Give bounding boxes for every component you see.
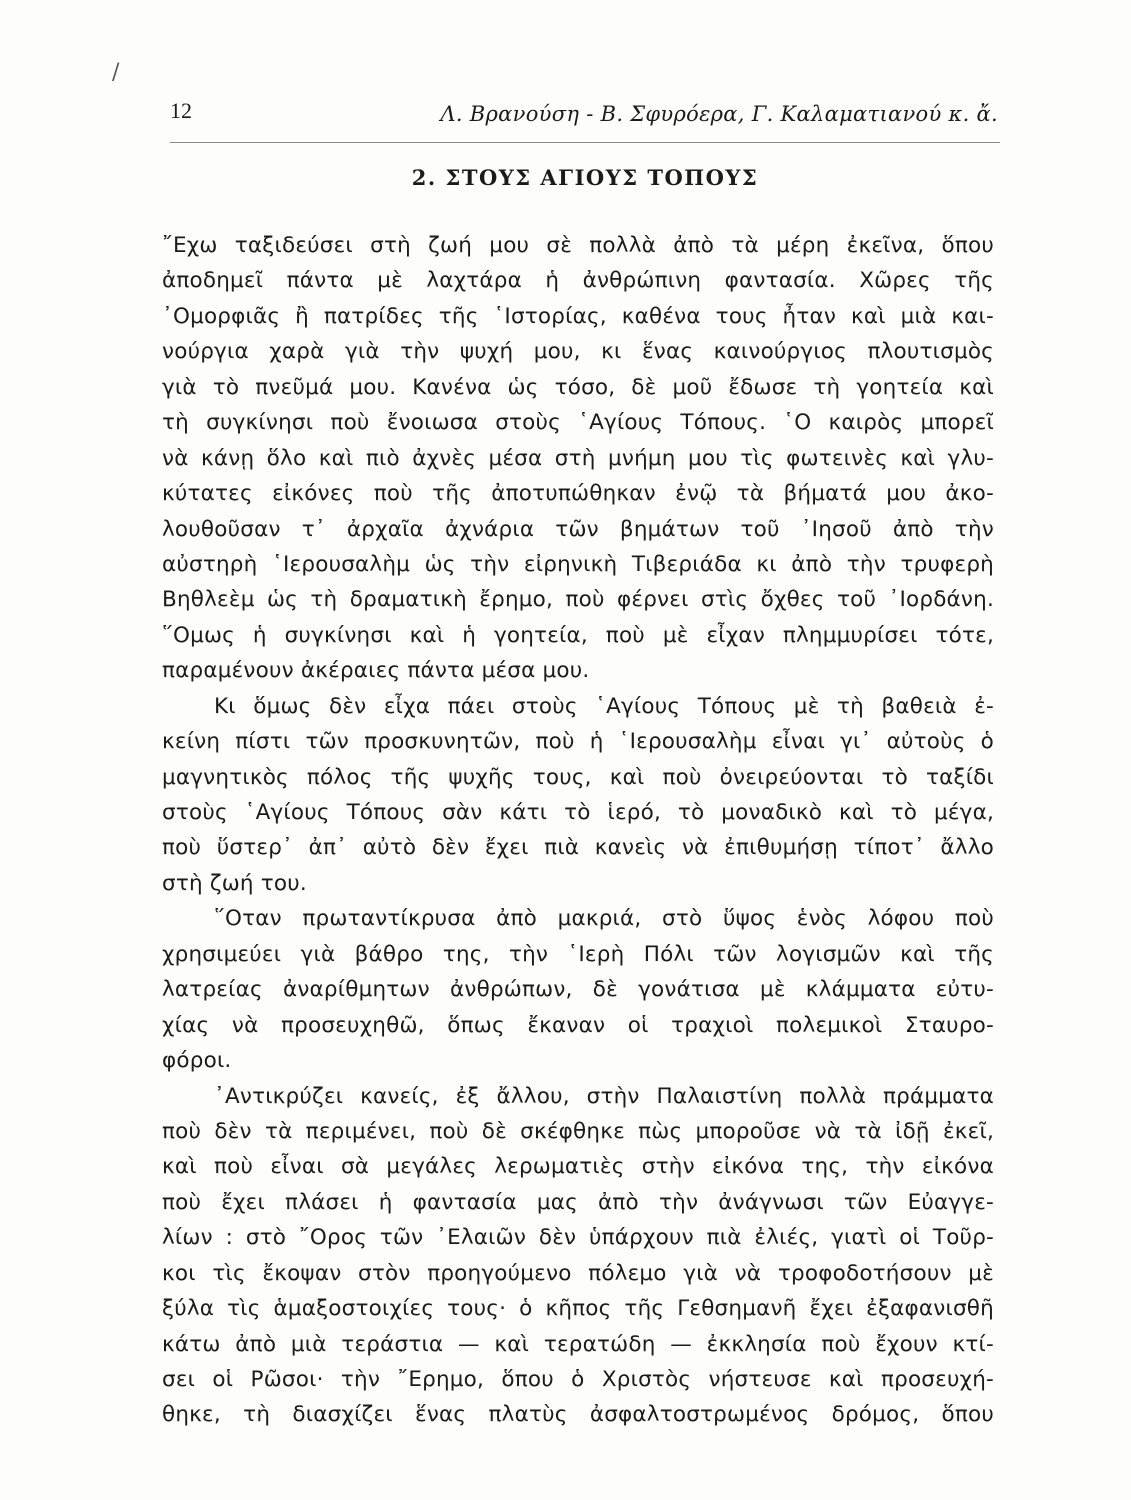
text-line: παραμένουν ἀκέραιες πάντα μέσα μου.	[162, 658, 590, 684]
text-line: ῞Ομως ἡ συγκίνησι καὶ ἡ γοητεία, ποὺ μὲ εἶχαν πλημμυρίσει τότε,	[162, 622, 994, 648]
body-text	[162, 228, 994, 1433]
text-line: τὴ συγκίνησι ποὺ ἔνοιωσα στοὺς ῾Αγίους Τόπους. ῾Ο καιρὸς μπορεῖ	[162, 410, 994, 436]
text-line: φόροι.	[162, 1048, 232, 1074]
text-line: λουθοῦσαν τ᾿ ἀρχαῖα ἀχνάρια τῶν βημάτων τοῦ ᾿Ιησοῦ ἀπὸ τὴν	[162, 516, 994, 542]
text-line: λατρείας ἀναρίθμητων ἀνθρώπων, δὲ γονάτισα μὲ κλάμματα εὐτυ-	[162, 977, 994, 1003]
text-line: ᾿Ομορφιᾶς ἢ πατρίδες τῆς ῾Ιστορίας, καθένα τους ἦταν καὶ μιὰ και-	[162, 303, 994, 329]
text-line: χρησιμεύει γιὰ βάθρο της, τὴν ῾Ιερὴ Πόλι τῶν λογισμῶν καὶ τῆς	[162, 941, 994, 967]
text-line: ῎Εχω ταξιδεύσει στὴ ζωή μου σὲ πολλὰ ἀπὸ τὰ μέρη ἐκεῖνα, ὅπου	[162, 233, 994, 258]
running-head: Λ. Βρανούση - Β. Σφυρόερα, Γ. Καλαματιανού κ. ἄ.	[440, 102, 998, 126]
text-line: αὐστηρὴ ῾Ιερουσαλὴμ ὡς τὴν εἰρηνικὴ Τιβεριάδα κι ἀπὸ τὴν τρυφερὴ	[162, 551, 994, 577]
text-line: Κι ὅμως δὲν εἶχα πάει στοὺς ῾Αγίους Τόπους μὲ τὴ βαθειὰ ἐ-	[214, 693, 994, 719]
text-line: ξύλα τὶς ἁμαξοστοιχίες τους· ὁ κῆπος τῆς Γεθσημανῆ ἔχει ἐξαφανισθῆ	[162, 1296, 994, 1322]
text-line: λίων : στὸ ῎Ορος τῶν ᾿Ελαιῶν δὲν ὑπάρχουν πιὰ ἐλιές, γιατὶ οἱ Τοῦρ-	[162, 1225, 994, 1251]
page-header	[170, 98, 1000, 143]
text-line: μαγνητικὸς πόλος τῆς ψυχῆς τους, καὶ ποὺ ὀνειρεύονται τὸ ταξίδι	[162, 764, 994, 790]
text-line: γιὰ τὸ πνεῦμά μου. Κανένα ὡς τόσο, δὲ μοῦ ἔδωσε τὴ γοητεία καὶ	[162, 374, 994, 400]
text-line: στοὺς ῾Αγίους Τόπους σὰν κάτι τὸ ἱερό, τὸ μοναδικὸ καὶ τὸ μέγα,	[162, 800, 994, 825]
text-line: κοι τὶς ἔκοψαν στὸν προηγούμενο πόλεμο γιὰ νὰ τροφοδοτήσουν μὲ	[162, 1260, 994, 1286]
text-line: Βηθλεὲμ ὡς τὴ δραματικὴ ἔρημο, ποὺ φέρνει στὶς ὄχθες τοῦ ᾿Ιορδάνη.	[162, 587, 994, 613]
text-line: στὴ ζωή του.	[162, 870, 307, 896]
text-line: ποὺ ἔχει πλάσει ἡ φαντασία μας ἀπὸ τὴν ἀνάγνωσι τῶν Εὐαγγε-	[162, 1189, 994, 1215]
text-line: χίας νὰ προσευχηθῶ, ὅπως ἔκαναν οἱ τραχιοὶ πολεμικοὶ Σταυρο-	[162, 1012, 994, 1038]
text-line: κύτατες εἰκόνες ποὺ τῆς ἀποτυπώθηκαν ἐνῷ τὰ βήματά μου ἀκο-	[162, 481, 994, 507]
text-line: σει οἱ Ρῶσοι· τὴν ῎Ερημο, ὅπου ὁ Χριστὸς νήστευσε καὶ προσευχή-	[162, 1367, 994, 1392]
text-line: θηκε, τὴ διασχίζει ἕνας πλατὺς ἀσφαλτοστρωμένος δρόμος, ὅπου	[162, 1402, 994, 1428]
text-line: καὶ ποὺ εἶναι σὰ μεγάλες λερωματιὲς στὴν εἰκόνα της, τὴν εἰκόνα	[162, 1154, 994, 1180]
text-line: ποὺ δὲν τὰ περιμένει, ποὺ δὲ σκέφθηκε πὼς μποροῦσε νὰ τὰ ἰδῇ ἐκεῖ,	[162, 1118, 994, 1144]
text-line: κείνη πίστι τῶν προσκυνητῶν, ποὺ ἡ ῾Ιερουσαλὴμ εἶναι γι᾿ αὐτοὺς ὁ	[162, 729, 994, 755]
page-number: 12	[170, 98, 192, 123]
text-line: ἀποδημεῖ πάντα μὲ λαχτάρα ἡ ἀνθρώπινη φαντασία. Χῶρες τῆς	[162, 268, 994, 294]
margin-mark: /	[112, 60, 120, 85]
text-line: ῞Οταν πρωταντίκρυσα ἀπὸ μακριά, στὸ ὕψος ἑνὸς λόφου ποὺ	[214, 906, 994, 932]
text-line: νὰ κάνῃ ὅλο καὶ πιὸ ἀχνὲς μέσα στὴ μνήμη μου τὶς φωτεινὲς καὶ γλυ-	[162, 445, 994, 471]
chapter-title: 2. ΣΤΟΥΣ ΑΓΙΟΥΣ ΤΟΠΟΥΣ	[411, 165, 759, 190]
text-line: ᾿Αντικρύζει κανείς, ἐξ ἄλλου, στὴν Παλαιστίνη πολλὰ πράμματα	[214, 1083, 994, 1109]
text-line: κάτω ἀπὸ μιὰ τεράστια — καὶ τερατώδη — ἐκκλησία ποὺ ἔχουν κτί-	[162, 1331, 994, 1357]
text-line: ποὺ ὕστερ᾿ ἀπ᾿ αὐτὸ δὲν ἔχει πιὰ κανεὶς νὰ ἐπιθυμήσῃ τίποτ᾿ ἄλλο	[162, 835, 994, 861]
text-line: νούργια χαρὰ γιὰ τὴν ψυχή μου, κι ἕνας καινούργιος πλουτισμὸς	[162, 339, 994, 365]
